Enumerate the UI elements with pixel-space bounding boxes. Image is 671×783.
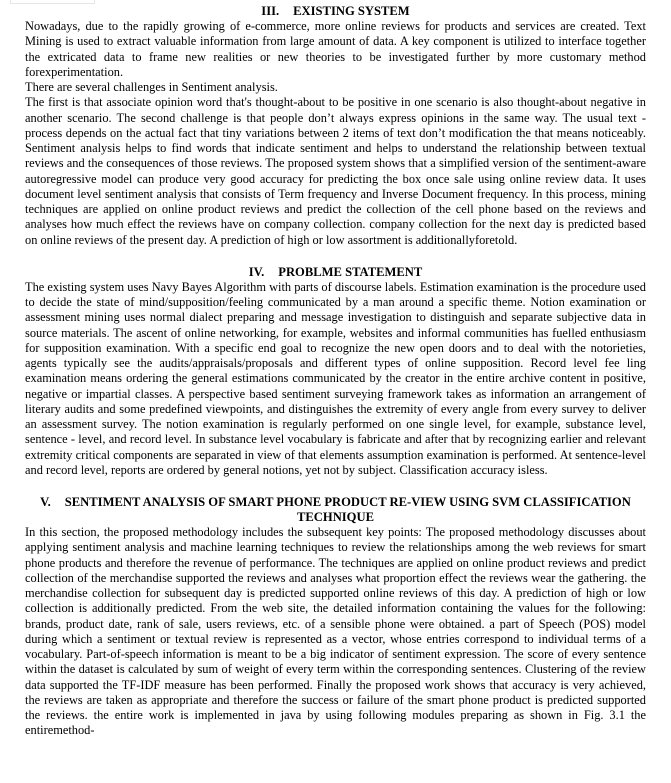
paragraph: The first is that associate opinion word that's thought-about to be positive in one scenario is also thought-about negative in another scenario. The second challenge is that people don’t always express opinions in the same way. The usual text - process depends on the actual fact that tiny variations between 2 items of text don’t modification the that means noticeably. Sentiment analysis helps to find words that indicate sentiment and helps to understand the relationship between textual reviews and the consequences of those reviews. The proposed system shows that a simplified version of the sentiment-aware autoregressive model can produce very good accuracy for predicting the box once sale using online review data. It uses document level sentiment analysis that consists of Term frequency and Inverse Document frequency. In this process, mining techniques are applied on online product reviews and predict the collection of the cell phone based on the reviews and analyses how much effect the reviews have on company collection. company collection for the next day is predicted based on online reviews of the present day. A prediction of high or low assortment is additionallyforetold.	[25, 95, 646, 247]
section-title: EXISTING SYSTEM	[293, 4, 410, 18]
section-sentiment-analysis-svm	[25, 495, 646, 739]
section-number: III.	[261, 4, 280, 18]
section-title: SENTIMENT ANALYSIS OF SMART PHONE PRODUCT RE-VIEW USING SVM CLASSIFICATION TECHNIQUE	[64, 495, 631, 524]
paragraph: In this section, the proposed methodology includes the subsequent key points: The proposed methodology discusses about applying sentiment analysis and machine learning techniques to review the relationships among the web reviews for smart phone products and therefore the revenue of performance. The techniques are applied on online product reviews and predict collection of the merchandise supported the reviews and analyses what proportion effect the reviews wear the gathering. the merchandise collection for subsequent day is predicted supported online reviews of this day. A prediction of high or low collection is additionally predicted. From the web site, the detailed information containing the values for the following: brands, product date, rank of sale, users reviews, etc. of a sensible phone were obtained. a part of Speech (POS) model during which a sentiment or textual review is represented as a vector, whose entries correspond to individual terms of a vocabulary. Part-of-speech information is meant to be a big indicator of sentiment expression. The score of every sentence within the dataset is calculated by sum of weight of every term within the corresponding sentences. Clustering of the review data supported the TF-IDF measure has been performed. Finally the proposed work shows that accuracy is very achieved, the reviews are taken as appropriate and therefore the success or failure of the smart phone product is predicted supported the reviews. the entire work is implemented in java by using following modules preparing as shown in Fig. 3.1 the entiremethod-	[25, 525, 646, 738]
section-number: IV.	[248, 264, 265, 279]
paragraph: Nowadays, due to the rapidly growing of e-commerce, more online reviews for products and services are created. Text Mining is used to extract valuable information from large amount of data. A key component is utilized to interface together the extricated data to frame new realities or new theories to be investigated further by more customary method forexperimentation.	[25, 19, 646, 79]
document-page	[25, 4, 646, 756]
section-number: V.	[40, 495, 51, 509]
paragraph: There are several challenges in Sentiment analysis.	[25, 80, 278, 94]
section-heading	[25, 4, 646, 19]
section-title: PROBLME STATEMENT	[278, 264, 423, 279]
section-existing-system	[25, 4, 646, 248]
paragraph: The existing system uses Navy Bayes Algorithm with parts of discourse labels. Estimation examination is the procedure used to decide the state of mind/supposition/feeling communicated by a man around a specific theme. Notion examination or assessment mining uses normal dialect preparing and message investigation to distinguish and separate subjective data in source materials. The ascent of online networking, for example, websites and informal communities has fuelled enthusiasm for supposition examination. With a specific end goal to recognize the new open doors and to deal with the notorieties, agents typically see the audits/appraisals/proposals and different types of online supposition. Record level fee ling examination means ordering the general estimations communicated by the creator in the entire archive content in positive, negative or impartial classes. A perspective based sentiment surveying framework takes as information an arrangement of literary audits and some predefined viewpoints, and distinguishes the extremity of every angle from every survey to deliver an assessment survey. The notion examination is regularly performed on one single level, for example, substance level, sentence - level, and record level. In substance level vocabulary is fabricate and after that by recognizing earlier and relevant extremity critical components are separated in view of that elements assumption examination is performed. At sentence-level and record level, reports are ordered by general notions, yet not by subject. Classification accuracy isless.	[25, 279, 646, 477]
section-problem-statement	[25, 265, 646, 478]
section-heading	[25, 265, 646, 280]
section-heading	[25, 495, 646, 525]
